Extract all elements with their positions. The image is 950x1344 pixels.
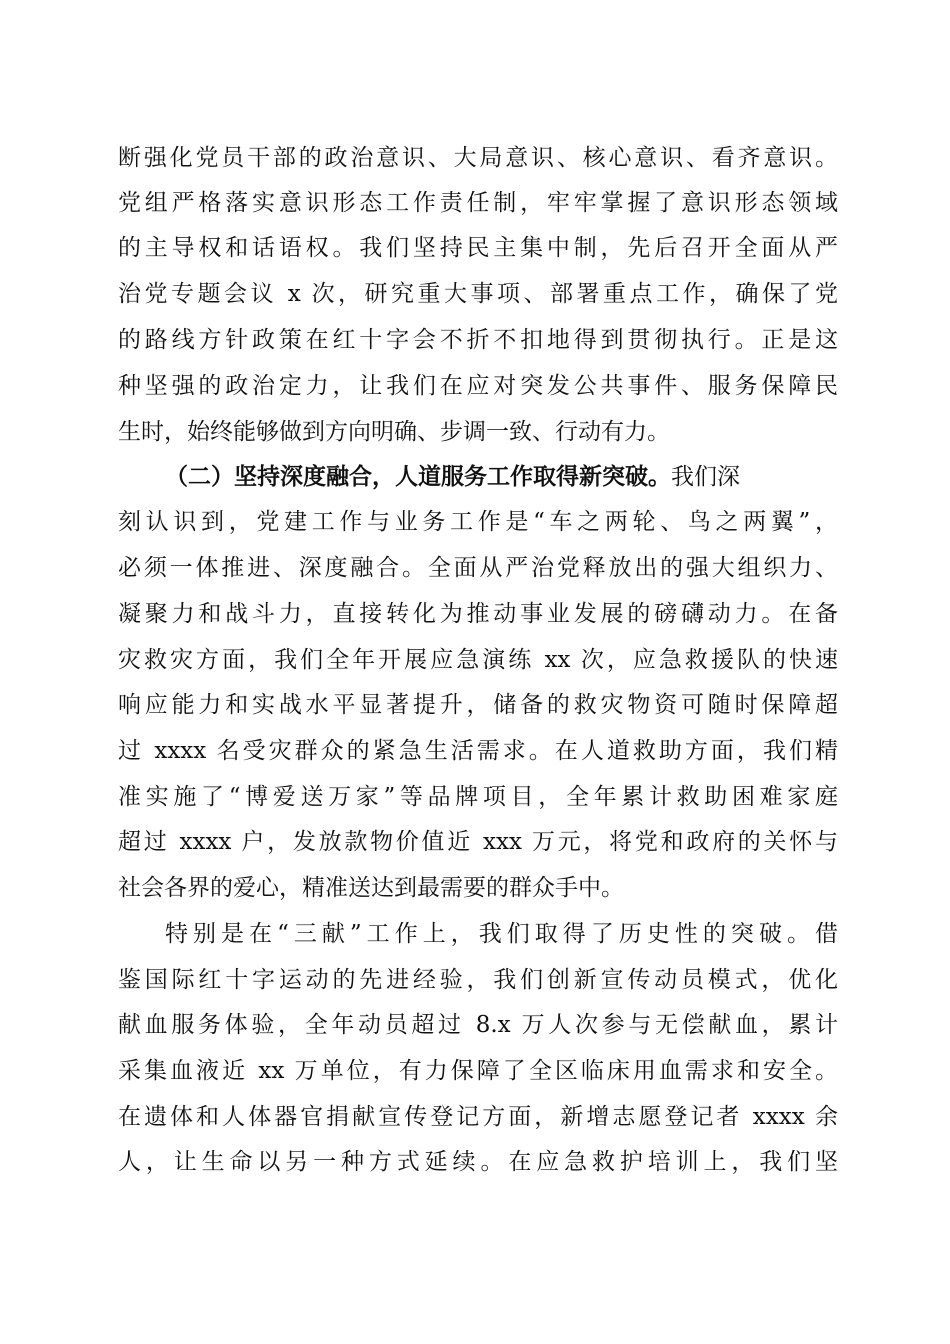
paragraph-line: 超过 xxxx 户，发放款物价值近 xxx 万元，将党和政府的关怀与 — [118, 829, 838, 855]
paragraph-line: 治党专题会议 x 次，研究重大事项、部署重点工作，确保了党 — [118, 281, 838, 307]
paragraph-line: 凝聚力和战斗力，直接转化为推动事业发展的磅礴动力。在备 — [118, 601, 838, 627]
paragraph-line: 社会各界的爱心，精准送达到最需要的群众手中。 — [118, 875, 624, 901]
paragraph-line: 的路线方针政策在红十字会不折不扣地得到贯彻执行。正是这 — [118, 327, 838, 353]
paragraph-line: 人，让生命以另一种方式延续。在应急救护培训上，我们坚 — [118, 1149, 838, 1175]
paragraph-line-continuation: 我们深 — [671, 464, 740, 490]
section-heading-line — [165, 457, 838, 497]
paragraph-line: 鉴国际红十字运动的先进经验，我们创新宣传动员模式，优化 — [118, 967, 838, 993]
paragraph-line: 在遗体和人体器官捐献宣传登记方面，新增志愿登记者 xxxx 余 — [118, 1104, 838, 1130]
paragraph-line: 刻认识到，党建工作与业务工作是“车之两轮、鸟之两翼”， — [118, 509, 838, 535]
paragraph-line: 的主导权和话语权。我们坚持民主集中制，先后召开全面从严 — [118, 235, 838, 261]
section-heading: （二）坚持深度融合，人道服务工作取得新突破。 — [165, 463, 671, 490]
paragraph-line: 生时，始终能够做到方向明确、步调一致、行动有力。 — [118, 419, 670, 445]
paragraph-line: 断强化党员干部的政治意识、大局意识、核心意识、看齐意识。 — [118, 145, 838, 171]
paragraph-line: 特别是在“三献”工作上，我们取得了历史性的突破。借 — [165, 921, 838, 947]
paragraph-line: 灾救灾方面，我们全年开展应急演练 xx 次，应急救援队的快速 — [118, 647, 838, 673]
paragraph-line: 党组严格落实意识形态工作责任制，牢牢掌握了意识形态领域 — [118, 190, 838, 216]
paragraph-line: 献血服务体验，全年动员超过 8.x 万人次参与无偿献血，累计 — [118, 1012, 838, 1038]
paragraph-line: 采集血液近 xx 万单位，有力保障了全区临床用血需求和安全。 — [118, 1058, 838, 1084]
paragraph-line: 种坚强的政治定力，让我们在应对突发公共事件、服务保障民 — [118, 373, 838, 399]
paragraph-line: 准实施了“博爱送万家”等品牌项目，全年累计救助困难家庭 — [118, 784, 838, 810]
paragraph-line: 必须一体推进、深度融合。全面从严治党释放出的强大组织力、 — [118, 555, 838, 581]
paragraph-line: 过 xxxx 名受灾群众的紧急生活需求。在人道救助方面，我们精 — [118, 738, 838, 764]
paragraph-line: 响应能力和实战水平显著提升，储备的救灾物资可随时保障超 — [118, 692, 838, 718]
